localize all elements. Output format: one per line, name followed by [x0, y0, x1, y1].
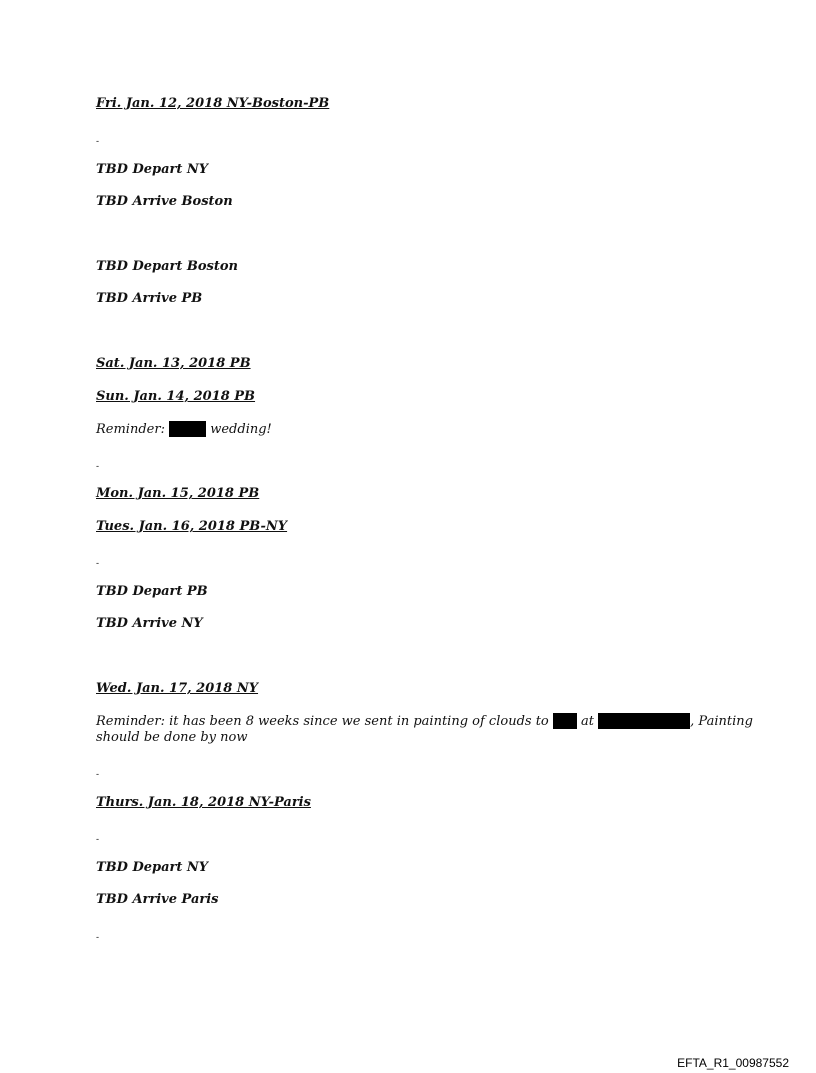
date-heading-jan-18: Thurs. Jan. 18, 2018 NY-Paris	[96, 795, 311, 810]
document-id: EFTA_R1_00987552	[677, 1056, 789, 1070]
item-depart-pb: TBD Depart PB	[96, 584, 208, 599]
reminder-text-part3: , Painting	[690, 714, 753, 729]
redaction-box	[598, 713, 690, 729]
dash-separator: -	[96, 462, 100, 472]
date-heading-jan-14: Sun. Jan. 14, 2018 PB	[96, 389, 256, 404]
redaction-box	[553, 713, 577, 729]
item-depart-ny-paris: TBD Depart NY	[96, 860, 209, 875]
item-arrive-paris: TBD Arrive Paris	[96, 892, 219, 907]
reminder-suffix: wedding!	[210, 422, 272, 437]
reminder-wedding	[96, 421, 272, 438]
reminder-painting-line2: should be done by now	[96, 730, 248, 745]
item-depart-boston: TBD Depart Boston	[96, 259, 239, 274]
reminder-text-part1: Reminder: it has been 8 weeks since we sent in painting of clouds to	[96, 714, 549, 729]
dash-separator: -	[96, 137, 100, 147]
dash-separator: -	[96, 835, 100, 845]
dash-separator: -	[96, 933, 100, 943]
date-heading-jan-17: Wed. Jan. 17, 2018 NY	[96, 681, 259, 696]
reminder-text-part2: at	[581, 714, 595, 729]
dash-separator: -	[96, 559, 100, 569]
item-depart-ny: TBD Depart NY	[96, 162, 209, 177]
redaction-box	[169, 421, 206, 437]
date-heading-jan-16: Tues. Jan. 16, 2018 PB-NY	[96, 519, 288, 534]
date-heading-jan-13: Sat. Jan. 13, 2018 PB	[96, 356, 251, 371]
reminder-prefix: Reminder:	[96, 422, 165, 437]
date-heading-jan-15: Mon. Jan. 15, 2018 PB	[96, 486, 260, 501]
date-heading-jan-12: Fri. Jan. 12, 2018 NY-Boston-PB	[96, 96, 330, 111]
item-arrive-boston: TBD Arrive Boston	[96, 194, 233, 209]
item-arrive-pb: TBD Arrive PB	[96, 291, 203, 306]
reminder-painting-line1	[96, 713, 753, 730]
item-arrive-ny: TBD Arrive NY	[96, 616, 203, 631]
dash-separator: -	[96, 770, 100, 780]
